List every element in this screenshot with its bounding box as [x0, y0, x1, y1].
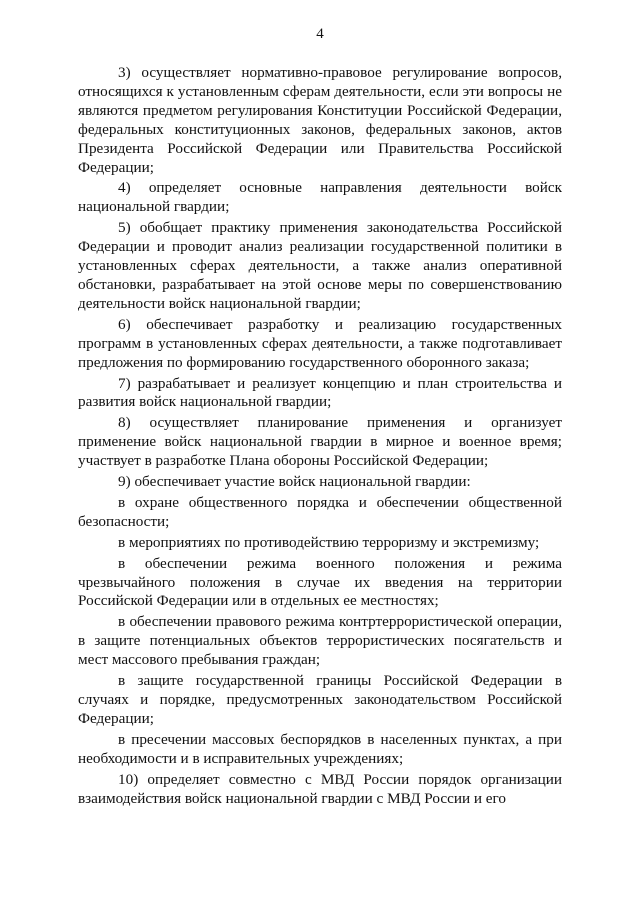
paragraph-item-10: 10) определяет совместно с МВД России порядок организации взаимодействия войск национальной гвардии с МВД России и его [78, 770, 562, 807]
paragraph-subitem-mass-riots: в пресечении массовых беспорядков в населенных пунктах, а при необходимости и в исправительных учреждениях; [78, 730, 562, 767]
paragraph-item-8: 8) осуществляет планирование применения и организует применение войск национальной гвардии в мирное и военное время; участвует в разработке Плана обороны Российской Федерации; [78, 414, 562, 470]
paragraph-subitem-counter-terrorism: в мероприятиях по противодействию терроризму и экстремизму; [118, 533, 540, 551]
paragraph-subitem-public-order: в охране общественного порядка и обеспечении общественной безопасности; [78, 493, 562, 530]
paragraph-item-6: 6) обеспечивает разработку и реализацию государственных программ в установленных сферах деятельности, а также подготавливает предложения по формированию государственного оборонного заказа; [78, 315, 562, 371]
paragraph-subitem-cto-regime: в обеспечении правового режима контртеррористической операции, в защите потенциальных объектов террористических посягательств и мест массового пребывания граждан; [78, 613, 562, 669]
paragraph-item-4: 4) определяет основные направления деятельности войск национальной гвардии; [78, 179, 562, 216]
paragraph-item-7: 7) разрабатывает и реализует концепцию и план строительства и развития войск национальной гвардии; [78, 374, 562, 411]
document-body [78, 64, 562, 810]
paragraph-item-3: 3) осуществляет нормативно-правовое регулирование вопросов, относящихся к установленным сферам деятельности, если эти вопросы не являются предметом регулирования Конституции Российской Федерации, федеральных конституционных законов, федеральных законов, актов Президента Российской Федерации или Правительства Российской Федерации; [78, 64, 562, 176]
paragraph-item-5: 5) обобщает практику применения законодательства Российской Федерации и проводит анализ реализации государственной политики в установленных сферах деятельности, а также анализ оперативной обстановки, разрабатывает на этой основе меры по совершенствованию деятельности войск национальной гвардии; [78, 219, 562, 312]
paragraph-item-9: 9) обеспечивает участие войск национальной гвардии: [118, 473, 471, 491]
paragraph-subitem-martial-law: в обеспечении режима военного положения и режима чрезвычайного положения в случае их введения на территории Российской Федерации или в отдельных ее местностях; [78, 554, 562, 610]
page-number: 4 [316, 26, 324, 42]
paragraph-subitem-state-border: в защите государственной границы Российской Федерации в случаях и порядке, предусмотренных законодательством Российской Федерации; [78, 672, 562, 727]
